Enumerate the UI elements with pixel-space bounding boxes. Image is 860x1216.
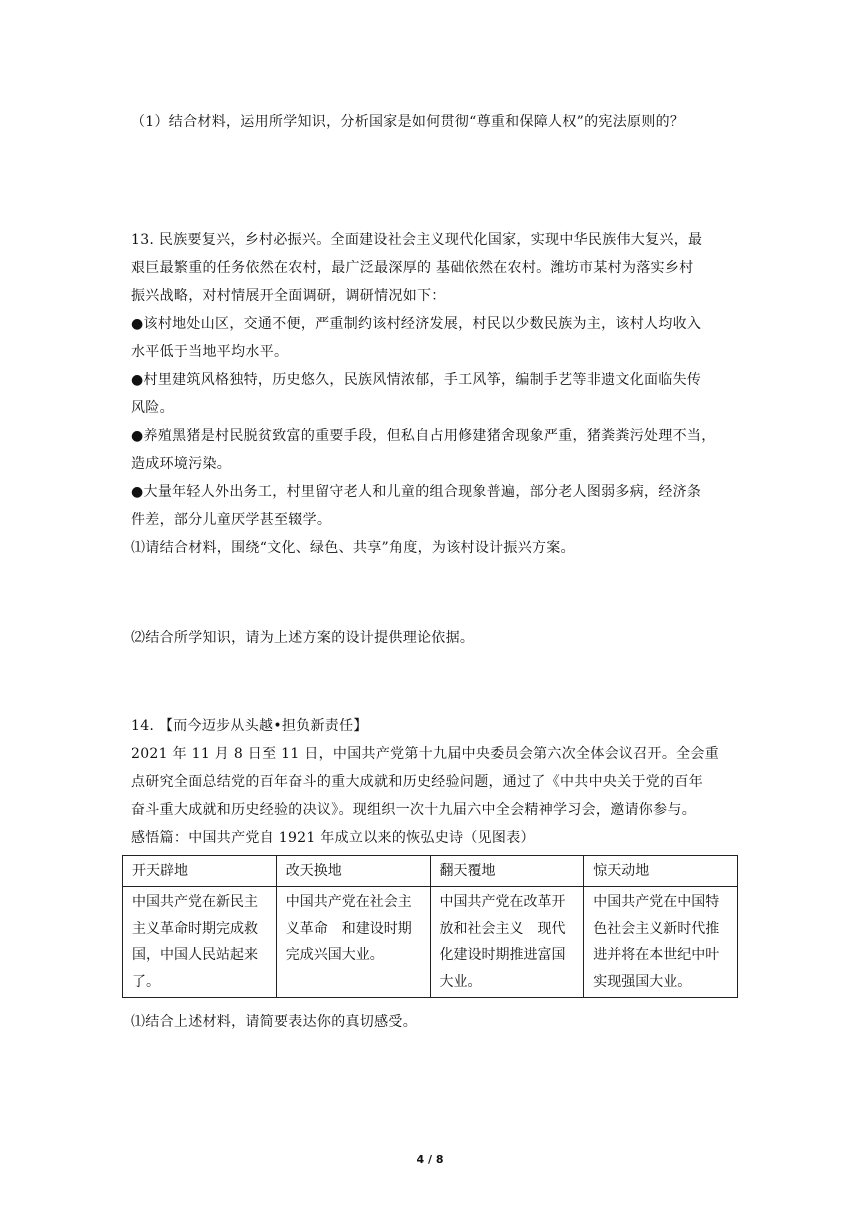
q14-line: 感悟篇：中国共产党自 1921 年成立以来的恢弘史诗（见图表） (131, 830, 535, 846)
table-header-cell: 惊天动地 (584, 856, 738, 887)
q13-bullet-line: ●该村地处山区，交通不便，严重制约该村经济发展，村民以少数民族为主，该村人均收入 (131, 316, 702, 332)
q13-line: 水平低于当地平均水平。 (131, 344, 289, 360)
q14-line: 2021 年 11 月 8 日至 11 日，中国共产党第十九届中央委员会第六次全体会议召开。全会重 (131, 746, 720, 762)
q13-line: 件差，部分儿童厌学甚至辍学。 (131, 512, 332, 528)
q13-line: 造成环境污染。 (131, 456, 232, 472)
table-cell: 中国共产党在新民主主义革命时期完成救国，中国人民站起来了。 (123, 887, 277, 998)
q13-line: 13. 民族要复兴，乡村必振兴。全面建设社会主义现代化国家，实现中华民族伟大复兴，最 (131, 232, 703, 248)
q14-sub1: ⑴结合上述材料，请简要表达你的真切感受。 (131, 1014, 417, 1030)
q12-sub1: （1）结合材料，运用所学知识，分析国家是如何贯彻“尊重和保障人权”的宪法原则的？ (131, 114, 685, 130)
table-cell: 中国共产党在社会主义革命 和建设时期完成兴国大业。 (276, 887, 430, 998)
q13-bullet-line: ●养殖黑猪是村民脱贫致富的重要手段，但私自占用修建猪舍现象严重，猪粪粪污处理不当， (131, 428, 716, 444)
table-cell: 中国共产党在中国特色社会主义新时代推进并将在本世纪中叶实现强国大业。 (584, 887, 738, 998)
history-table (122, 855, 738, 998)
q14-line: 奋斗重大成就和历史经验的决议》。现组织一次十九届六中全会精神学习会，邀请你参与。 (131, 802, 696, 818)
q14-title: 14. 【而今迈步从头越•担负新责任】 (131, 718, 368, 734)
q13-bullet-line: ●大量年轻人外出务工，村里留守老人和儿童的组合现象普遍，部分老人图弱多病，经济条 (131, 484, 702, 500)
q13-line: 艰巨最繁重的任务依然在农村，最广泛最深厚的 基础依然在农村。潍坊市某村为落实乡村 (131, 260, 694, 276)
q13-line: 风险。 (131, 400, 174, 416)
q13-line: 振兴战略，对村情展开全面调研，调研情况如下： (131, 288, 446, 304)
q13-sub2: ⑵结合所学知识，请为上述方案的设计提供理论依据。 (131, 630, 475, 646)
table-header-cell: 开天辟地 (123, 856, 277, 887)
q13-bullet-line: ●村里建筑风格独特，历史悠久，民族风情浓郁，手工风筝，编制手艺等非遗文化面临失传 (131, 372, 702, 388)
table-header-row (123, 856, 738, 887)
table-row (123, 887, 738, 998)
q13-sub1: ⑴请结合材料，围绕“文化、绿色、共享”角度，为该村设计振兴方案。 (131, 540, 575, 556)
table-header-cell: 改天换地 (276, 856, 430, 887)
page-number: 4 / 8 (416, 1153, 444, 1166)
q14-line: 点研究全面总结党的百年奋斗的重大成就和历史经验问题，通过了《中共中央关于党的百年 (131, 774, 703, 790)
table-header-cell: 翻天覆地 (430, 856, 584, 887)
table-cell: 中国共产党在改革开放和社会主义 现代化建设时期推进富国大业。 (430, 887, 584, 998)
